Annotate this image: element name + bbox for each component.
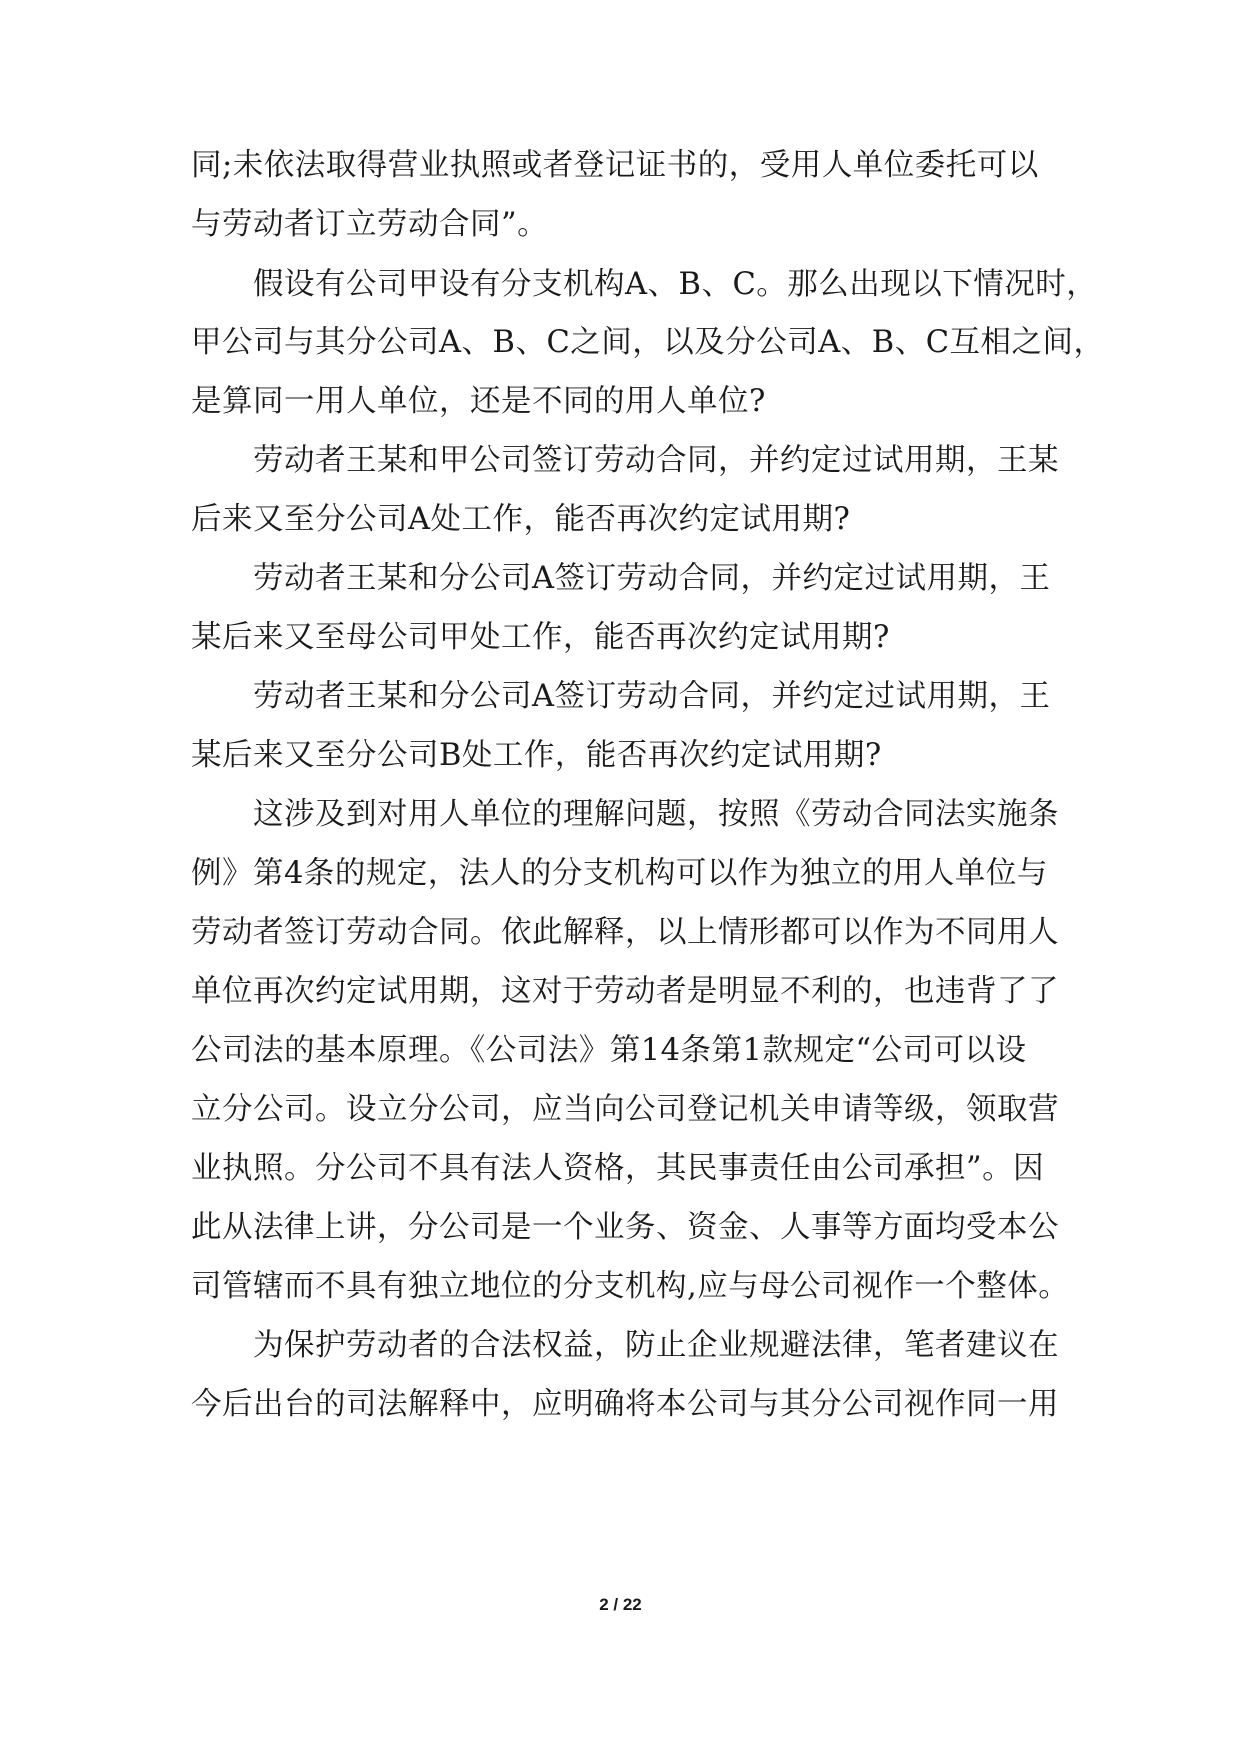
text-line: 后来又至分公司A处工作，能否再次约定试用期? <box>191 502 851 537</box>
text-line: 与劳动者订立劳动合同”。 <box>191 207 549 242</box>
text-line: 某后来又至分公司B处工作，能否再次约定试用期? <box>191 738 882 773</box>
text-line: 是算同一用人单位，还是不同的用人单位? <box>191 384 766 419</box>
text-line: 同;未依法取得营业执照或者登记证书的，受用人单位委托可以 <box>191 148 1039 183</box>
text-line: 劳动者王某和甲公司签订劳动合同，并约定过试用期，王某 <box>253 443 1059 478</box>
text-line: 司管辖而不具有独立地位的分支机构,应与母公司视作一个整体。 <box>191 1269 1070 1304</box>
text-line: 业执照。分公司不具有法人资格，其民事责任由公司承担”。因 <box>191 1151 1045 1186</box>
text-line: 某后来又至母公司甲处工作，能否再次约定试用期? <box>191 620 890 655</box>
text-line: 为保护劳动者的合法权益，防止企业规避法律，笔者建议在 <box>253 1328 1059 1363</box>
page-number: 2 / 22 <box>599 1595 642 1614</box>
text-line: 这涉及到对用人单位的理解问题，按照《劳动合同法实施条 <box>253 797 1059 832</box>
text-line: 劳动者签订劳动合同。依此解释，以上情形都可以作为不同用人 <box>191 915 1059 950</box>
text-line: 例》第4条的规定，法人的分支机构可以作为独立的用人单位与 <box>191 856 1048 891</box>
text-line: 劳动者王某和分公司A签订劳动合同，并约定过试用期，王 <box>253 679 1051 714</box>
text-line: 劳动者王某和分公司A签订劳动合同，并约定过试用期，王 <box>253 561 1051 596</box>
text-line: 假设有公司甲设有分支机构A、B、C。那么出现以下情况时， <box>253 267 1098 302</box>
text-line: 公司法的基本原理。《公司法》第14条第1款规定“公司可以设 <box>191 1033 1027 1068</box>
text-line: 单位再次约定试用期，这对于劳动者是明显不利的，也违背了了 <box>191 974 1059 1009</box>
text-line: 甲公司与其分公司A、B、C之间，以及分公司A、B、C互相之间， <box>191 325 1105 360</box>
text-line: 此从法律上讲，分公司是一个业务、资金、人事等方面均受本公 <box>191 1210 1059 1245</box>
text-line: 今后出台的司法解释中，应明确将本公司与其分公司视作同一用 <box>191 1387 1059 1422</box>
text-line: 立分公司。设立分公司，应当向公司登记机关申请等级，领取营 <box>191 1092 1059 1127</box>
